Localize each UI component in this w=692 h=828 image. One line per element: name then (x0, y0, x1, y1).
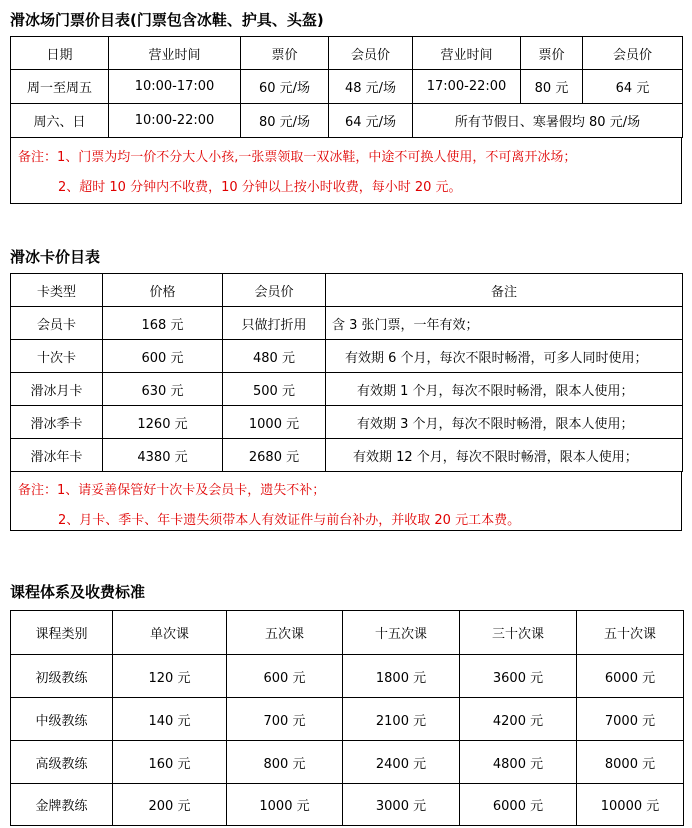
header-cell: 营业时间 (109, 37, 241, 70)
table-cell: 160 元 (113, 741, 227, 784)
header-cell: 票价 (241, 37, 329, 70)
card-price-title: 滑冰卡价目表 (10, 248, 101, 266)
card-note-1: 备注：1、请妥善保管好十次卡及会员卡，遗失不补； (18, 483, 326, 498)
ticket-price-title: 滑冰场门票价目表(门票包含冰鞋、护具、头盔) (10, 11, 324, 29)
table-cell: 滑冰年卡 (11, 439, 103, 472)
table-cell: 会员卡 (11, 307, 103, 340)
table-cell: 2100 元 (343, 698, 460, 741)
table-cell: 滑冰月卡 (11, 373, 103, 406)
table-cell: 初级教练 (11, 655, 113, 698)
header-cell: 三十次课 (460, 611, 577, 655)
table-cell: 80 元/场 (241, 104, 329, 138)
table-row (11, 406, 683, 439)
table-row (11, 104, 683, 138)
ticket-notes (10, 137, 682, 204)
course-fee-title: 课程体系及收费标准 (10, 583, 146, 601)
table-cell: 有效期 1 个月，每次不限时畅滑，限本人使用； (326, 373, 683, 406)
table-cell: 600 元 (227, 655, 343, 698)
table-cell: 含 3 张门票，一年有效； (326, 307, 683, 340)
table-cell: 周六、日 (11, 104, 109, 138)
table-cell: 60 元/场 (241, 70, 329, 104)
table-cell: 7000 元 (577, 698, 684, 741)
table-cell: 有效期 6 个月，每次不限时畅滑，可多人同时使用； (326, 340, 683, 373)
course-fee-table (10, 610, 684, 826)
table-cell: 周一至周五 (11, 70, 109, 104)
table-cell: 有效期 12 个月，每次不限时畅滑，限本人使用； (326, 439, 683, 472)
table-cell: 1260 元 (103, 406, 223, 439)
table-cell: 4800 元 (460, 741, 577, 784)
table-cell: 64 元 (583, 70, 683, 104)
header-cell: 营业时间 (413, 37, 521, 70)
header-cell: 会员价 (583, 37, 683, 70)
table-cell: 滑冰季卡 (11, 406, 103, 439)
holiday-price-cell: 所有节假日、寒暑假均 80 元/场 (413, 104, 683, 138)
table-cell: 120 元 (113, 655, 227, 698)
table-cell: 高级教练 (11, 741, 113, 784)
table-cell: 3000 元 (343, 784, 460, 826)
table-row (11, 373, 683, 406)
table-cell: 3600 元 (460, 655, 577, 698)
header-cell: 五次课 (227, 611, 343, 655)
table-row (11, 307, 683, 340)
table-cell: 200 元 (113, 784, 227, 826)
table-cell: 4200 元 (460, 698, 577, 741)
table-cell: 600 元 (103, 340, 223, 373)
table-cell: 1000 元 (227, 784, 343, 826)
table-cell: 700 元 (227, 698, 343, 741)
header-cell: 卡类型 (11, 274, 103, 307)
table-cell: 168 元 (103, 307, 223, 340)
table-cell: 17:00-22:00 (413, 70, 521, 104)
header-cell: 价格 (103, 274, 223, 307)
table-row (11, 439, 683, 472)
ticket-note-1: 备注：1、门票为均一价不分大人小孩,一张票领取一双冰鞋，中途不可换人使用，不可离开冰场； (18, 150, 577, 165)
table-cell: 140 元 (113, 698, 227, 741)
table-cell: 64 元/场 (329, 104, 413, 138)
table-cell: 48 元/场 (329, 70, 413, 104)
table-cell: 800 元 (227, 741, 343, 784)
header-cell: 十五次课 (343, 611, 460, 655)
table-cell: 480 元 (223, 340, 326, 373)
header-cell: 日期 (11, 37, 109, 70)
header-cell: 票价 (521, 37, 583, 70)
table-row (11, 70, 683, 104)
table-cell: 4380 元 (103, 439, 223, 472)
table-cell: 只做打折用 (223, 307, 326, 340)
table-cell: 6000 元 (577, 655, 684, 698)
header-cell: 课程类别 (11, 611, 113, 655)
table-cell: 8000 元 (577, 741, 684, 784)
table-cell: 2680 元 (223, 439, 326, 472)
card-price-table (10, 273, 683, 472)
table-cell: 1800 元 (343, 655, 460, 698)
table-row (11, 784, 684, 826)
header-cell: 单次课 (113, 611, 227, 655)
ticket-price-table (10, 36, 683, 138)
table-header-row (11, 37, 683, 70)
table-cell: 2400 元 (343, 741, 460, 784)
table-header-row (11, 274, 683, 307)
table-cell: 10000 元 (577, 784, 684, 826)
header-cell: 备注 (326, 274, 683, 307)
table-cell: 中级教练 (11, 698, 113, 741)
card-notes (10, 471, 682, 531)
table-cell: 十次卡 (11, 340, 103, 373)
table-cell: 金牌教练 (11, 784, 113, 826)
table-cell: 6000 元 (460, 784, 577, 826)
table-cell: 有效期 3 个月，每次不限时畅滑，限本人使用； (326, 406, 683, 439)
table-row (11, 741, 684, 784)
table-cell: 80 元 (521, 70, 583, 104)
card-note-2: 2、月卡、季卡、年卡遗失须带本人有效证件与前台补办，并收取 20 元工本费。 (58, 513, 521, 528)
table-cell: 630 元 (103, 373, 223, 406)
table-cell: 500 元 (223, 373, 326, 406)
table-cell: 10:00-17:00 (109, 70, 241, 104)
table-cell: 10:00-22:00 (109, 104, 241, 138)
header-cell: 五十次课 (577, 611, 684, 655)
table-cell: 1000 元 (223, 406, 326, 439)
table-row (11, 340, 683, 373)
header-cell: 会员价 (223, 274, 326, 307)
table-row (11, 655, 684, 698)
header-cell: 会员价 (329, 37, 413, 70)
ticket-note-2: 2、超时 10 分钟内不收费，10 分钟以上按小时收费，每小时 20 元。 (58, 180, 462, 195)
table-row (11, 698, 684, 741)
table-header-row (11, 611, 684, 655)
